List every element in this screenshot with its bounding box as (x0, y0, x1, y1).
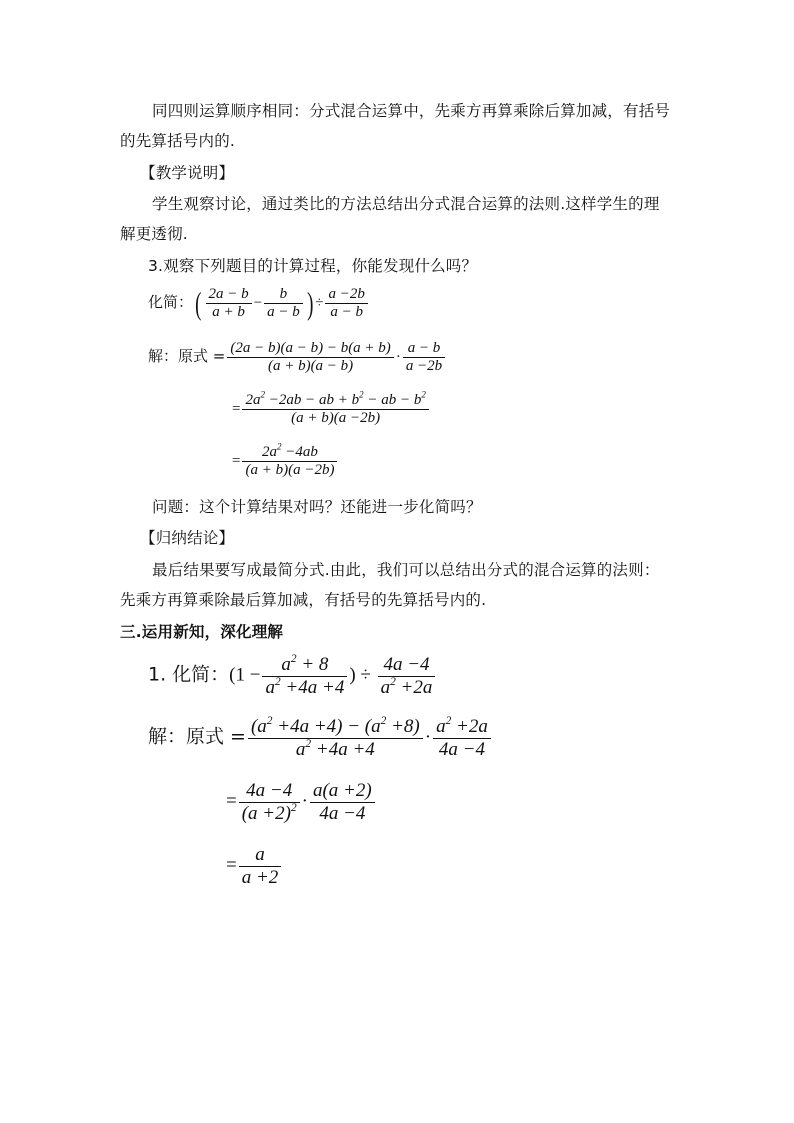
paragraph-line: 的先算括号内的. (120, 132, 236, 150)
fraction-numerator: a(a +2) (312, 780, 372, 801)
fraction-denominator: $(a +2)^2$ (239, 802, 300, 825)
example2-label: 1. 化简： (148, 663, 230, 686)
operator: = (232, 453, 241, 470)
fraction-numerator: b (279, 286, 288, 302)
fraction-denominator: $a^2 +4a +4$ (248, 738, 423, 761)
fraction-denominator: a − b (264, 303, 303, 321)
fraction-numerator: $a^2 + 8$ (281, 653, 329, 675)
section-heading: 三.运用新知，深化理解 (120, 623, 284, 641)
right-paren: ) (349, 664, 356, 686)
fraction-denominator: a +2 (239, 866, 282, 889)
paragraph-line: 学生观察讨论，通过类比的方法总结出分式混合运算的法则.这样学生的理 (152, 195, 660, 213)
fraction-denominator: a − b (325, 303, 367, 321)
example2-solution-step2 (226, 780, 377, 825)
example1-solution-step2 (232, 389, 431, 428)
fraction-denominator: a + b (206, 303, 252, 321)
heading-teaching-note: 【教学说明】 (140, 164, 235, 182)
solution-label: 解：原式 = (148, 725, 246, 748)
fraction-numerator: $2a^2 -2ab$ − ab + $b^2$ − ab − $b^2$ (245, 389, 426, 408)
example1-solution-step3 (232, 441, 339, 480)
operator: · (395, 349, 401, 366)
operator: = (232, 401, 241, 418)
fraction-numerator: (2a − b)(a − b) − b(a + b) (230, 340, 391, 356)
fraction-denominator: $a^2 +4a +4$ (262, 676, 347, 699)
fraction-denominator: (a + b)(a −2b) (242, 461, 337, 479)
solution-label: 解：原式 = (148, 347, 226, 366)
fraction-denominator: (a + b)(a −2b) (242, 409, 428, 427)
question-3: 3.观察下列题目的计算过程，你能发现什么吗？ (148, 257, 478, 275)
example2-solution-step3 (226, 844, 283, 889)
example1-solution-step1 (148, 340, 447, 376)
fraction-numerator: $2a^2 -4ab$ (262, 441, 318, 460)
fraction-numerator: a −2b (328, 286, 365, 302)
operator: = (226, 854, 237, 876)
example2-expression (148, 654, 437, 699)
operator: ÷ (360, 664, 371, 686)
fraction-denominator: a −2b (403, 357, 445, 375)
example2-solution-step1 (148, 716, 493, 761)
paragraph-line: 最后结果要写成最简分式.由此，我们可以总结出分式的混合运算的法则： (152, 561, 660, 579)
left-paren: ( (195, 286, 202, 321)
fraction-numerator: $(a^2 +4a +4) - (a^2 +8)$ (250, 715, 420, 737)
fraction-denominator: $a^2 +2a$ (378, 676, 436, 699)
example1-expression (148, 286, 370, 322)
operator: · (424, 726, 432, 748)
fraction-numerator: $a^2 +2a$ (436, 715, 488, 737)
fraction-denominator: (a + b)(a − b) (227, 357, 393, 375)
fraction-numerator: a − b (407, 340, 441, 356)
heading-conclusion: 【归纳结论】 (140, 529, 235, 547)
example1-label: 化简： (148, 293, 194, 312)
paragraph-line: 同四则运算顺序相同：分式混合运算中，先乘方再算乘除后算加减，有括号 (152, 102, 671, 120)
operator: ÷ (315, 295, 324, 312)
fraction-numerator: a (255, 844, 265, 865)
fraction-numerator: 4a −4 (246, 780, 293, 801)
operator: = (226, 790, 237, 812)
operator: − (253, 295, 263, 312)
fraction-denominator: 4a −4 (310, 802, 375, 825)
paragraph-line: 解更透彻. (120, 225, 188, 243)
right-paren: ) (306, 286, 314, 321)
fraction-numerator: 2a − b (208, 286, 249, 302)
question-text: 问题：这个计算结果对吗？还能进一步化简吗？ (152, 498, 482, 516)
fraction-denominator: 4a −4 (433, 738, 491, 761)
operator: · (301, 790, 308, 812)
paragraph-line: 先乘方再算乘除最后算加减，有括号的先算括号内的. (120, 591, 487, 609)
fraction-numerator: 4a −4 (383, 654, 430, 675)
left-paren: (1 − (229, 664, 261, 686)
